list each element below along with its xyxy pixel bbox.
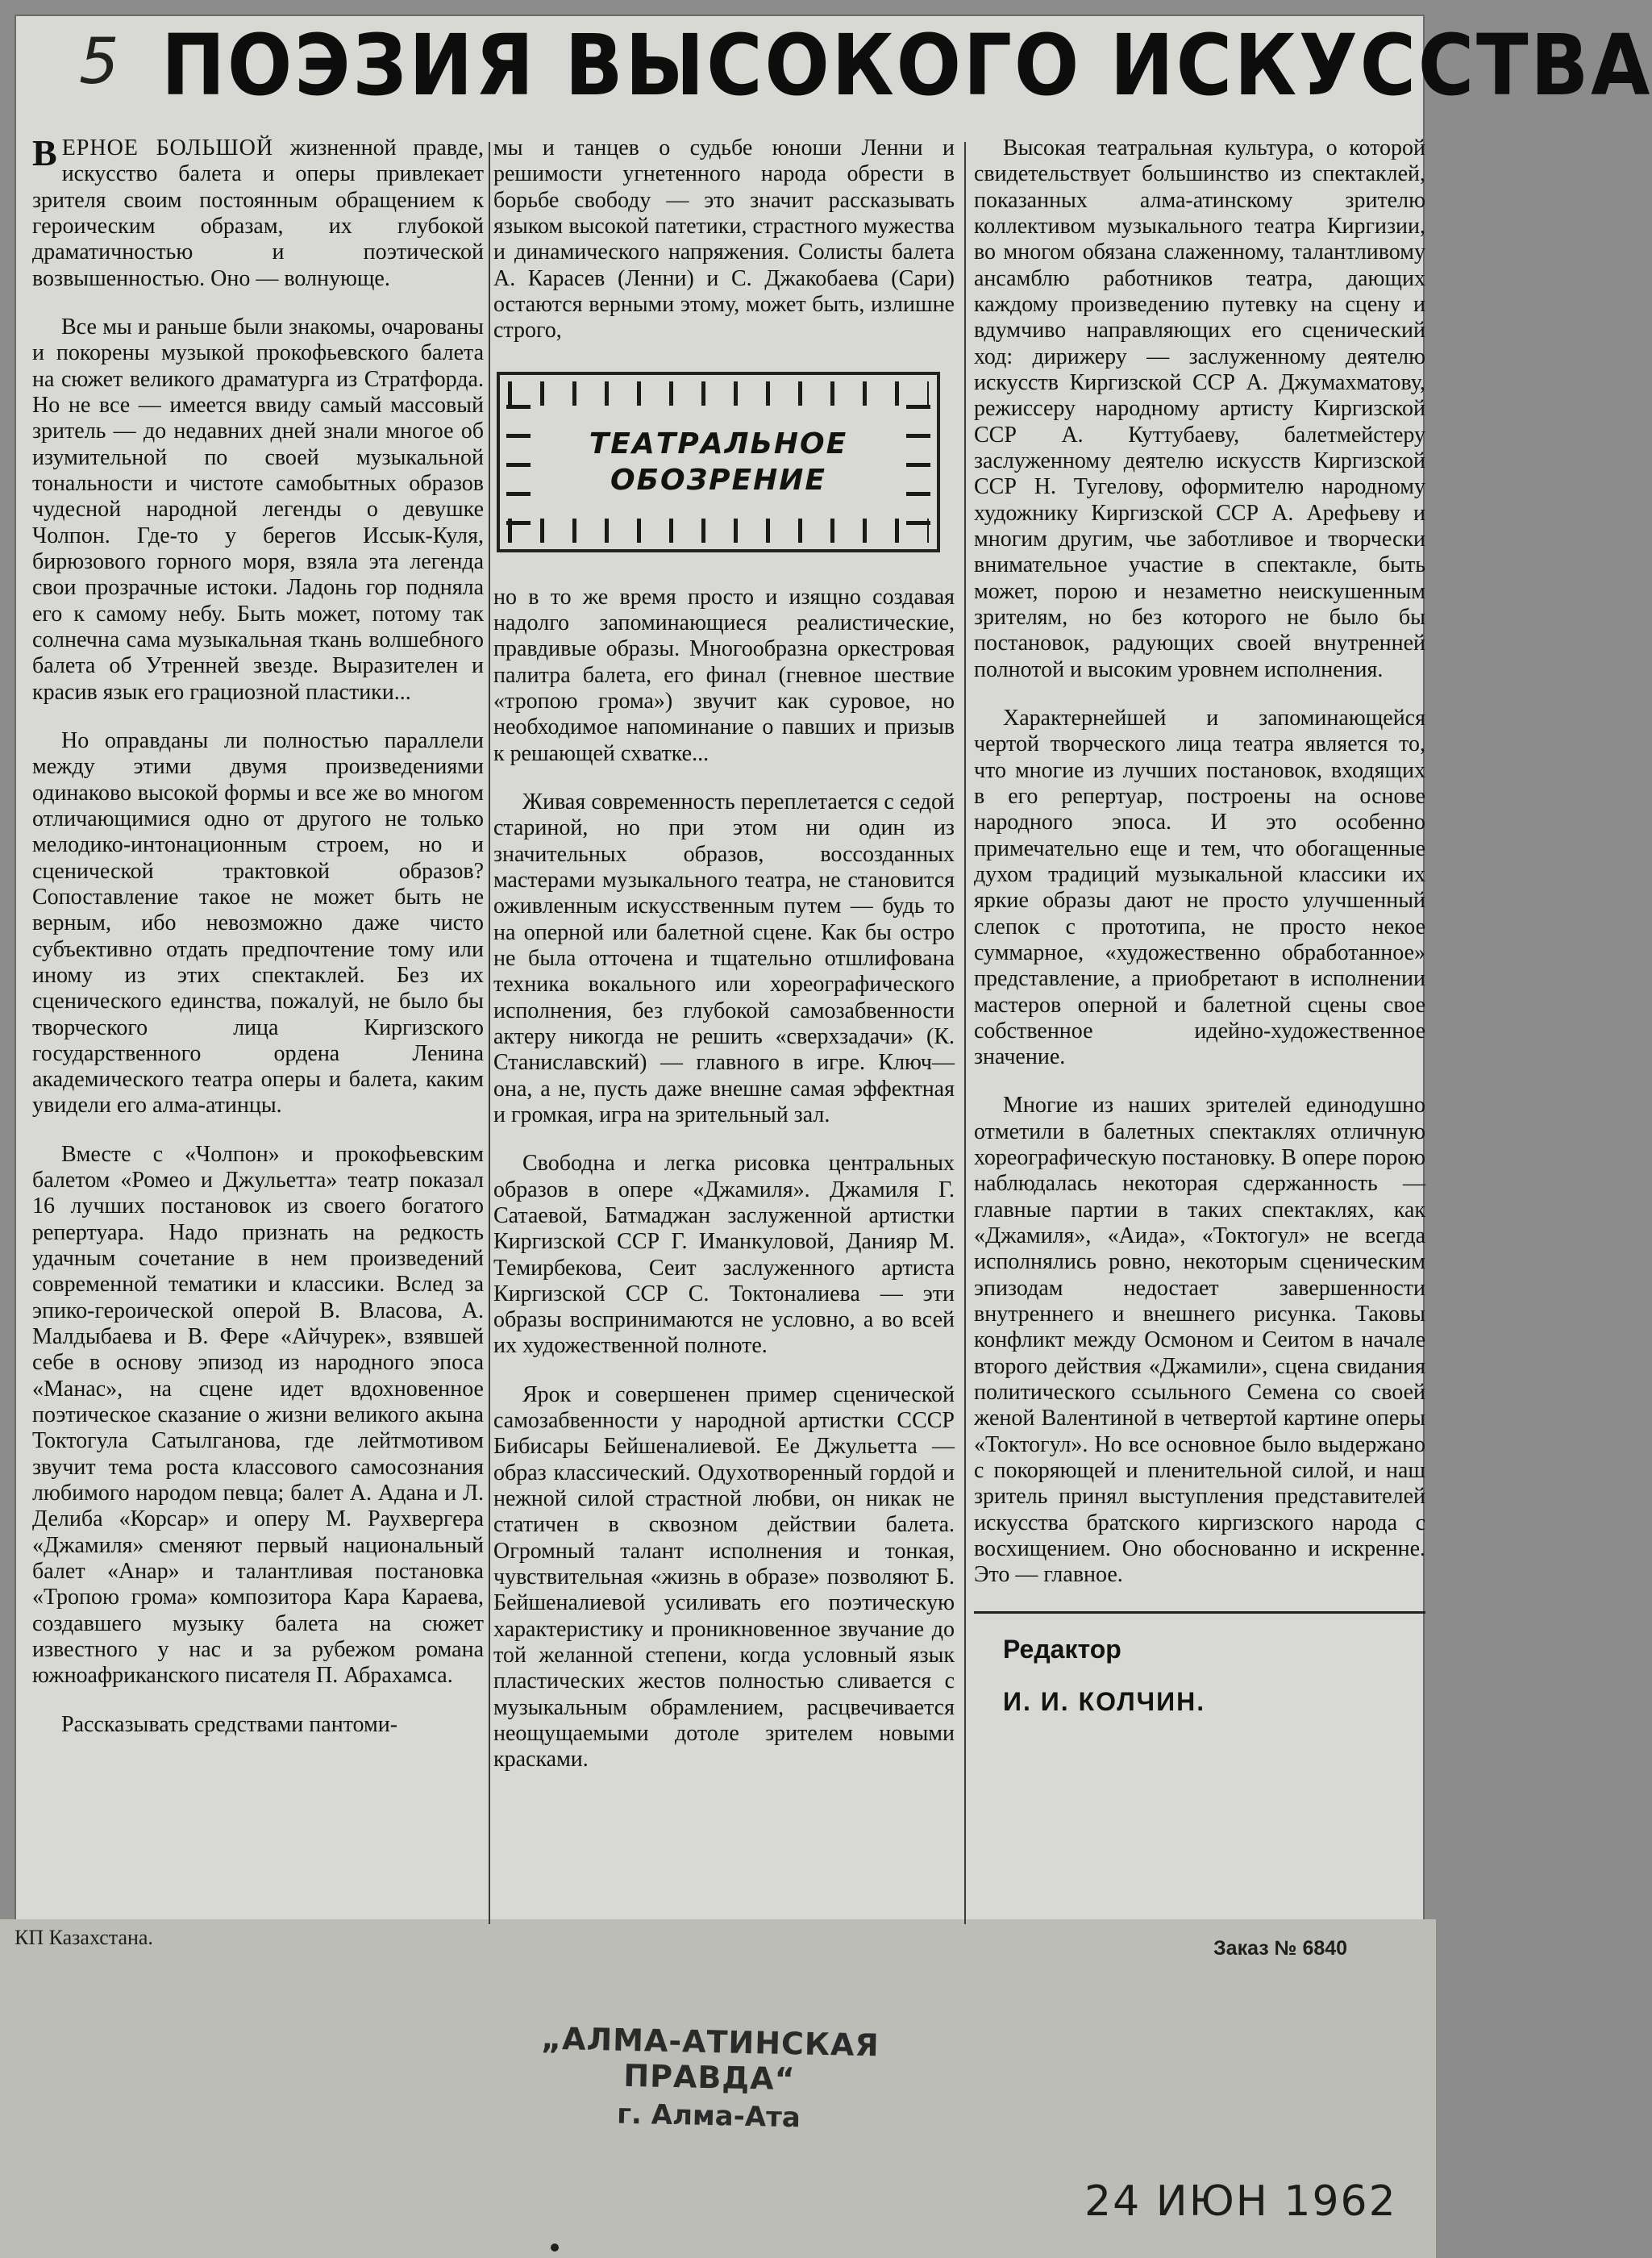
paragraph: Свободна и легка рисовка центральных образов в опере «Джамиля». Джамиля Г. Сатаевой, Батмаджан заслуженной артистки Киргизской ССР Г. Иманкуловой, Данияр М. Темирбекова, Сеит заслуженного артиста Киргизской ССР С. Токтоналиева — эти образы воспринимаются не условно, а во всей их художественной полноте. <box>493 1151 955 1359</box>
divider <box>974 1611 1425 1614</box>
editor-label: Редактор <box>1003 1634 1121 1664</box>
ink-dot <box>551 2243 559 2252</box>
date-stamp: 24 ИЮН 1962 <box>1084 2177 1397 2226</box>
ornament <box>906 399 930 525</box>
stamp-paper-name: „АЛМА-АТИНСКАЯ ПРАВДА“ <box>540 2020 880 2098</box>
order-number: Заказ № 6840 <box>1213 1937 1348 1960</box>
paragraph: Вместе с «Чолпон» и прокофьевским балетом «Ромео и Джульетта» театр показал 16 лучших постановок из своего богатого репертуара. Надо признать на редкость удачным сочетание в нем произведений современной тематики и классики. Вслед за эпико-героической оперой В. Власова, А. Малдыбаева и В. Фере «Айчурек», взявшей себе в основу эпизод из народного эпоса «Манас», на сцене идет вдохновенное поэтическое сказание о жизни великого акына Токтогула Сатылганова, где лейтмотивом звучит тема роста классового самосознания любимого народом певца; балет А. Адана и Л. Делиба «Корсар» и оперу М. Раухвергера «Джамиля» сменяют первый национальный балет «Анар» и талантливая постановка «Тропою грома» композитора Кара Караева, создавшего музыку балета на сюжет известного у нас и за рубежом романа южноафриканского писателя П. Абрахамса. <box>32 1141 484 1689</box>
column-2 <box>493 135 955 1796</box>
paragraph: мы и танцев о судьбе юноши Ленни и решимости угнетенного народа обрести в борьбе свободу — это значит рассказывать языком высокой патетики, страстного мужества и динамического напряжения. Солисты балета А. Карасев (Ленни) и С. Джакобаева (Сари) остаются верными этому, может быть, излишне строго, <box>493 135 955 344</box>
drop-cap: В <box>32 132 57 173</box>
rubric-line: ТЕАТРАЛЬНОЕ <box>589 427 848 460</box>
paragraph: Характернейшей и запоминающейся чертой творческого лица театра является то, что многие из лучших постановок, входящих в его репертуар, построены на основе народного эпоса. И это особенно примечательно еще и тем, что обогащенные духом традиций музыкальной классики их яркие образы дают не просто улучшенный слепок с прототипа, не просто некое суммарное, «художественно обработанное» представление, а приобретают в исполнении мастеров оперной и балетной сцены свое собственное идейно-художественное значение. <box>974 705 1425 1070</box>
ornament <box>506 399 531 525</box>
paragraph: Высокая театральная культура, о которой свидетельствует большинство из спектаклей, показанных алма-атинскому зрителю коллективом музыкального театра Киргизии, во многом обязана слаженному, талантливому ансамблю работников театра, дающих каждому произведению путевку на сцену и вдумчиво направляющих его сценический ход: дирижеру — заслуженному деятелю искусств Киргизской ССР А. Джумахматову, режиссеру народному артисту Киргизской ССР А. Куттубаеву, балетмейстеру заслуженному деятелю искусств Киргизской ССР Н. Тугелову, оформителю народному художнику Киргизской ССР А. Арефьеву и многим другим, чье заботливое и творчески внимательное участие в спектакле, быть может, порою и незаметно неискушенным зрителям, но без которого не было бы постановок, радующих своей внутренней полнотой и высоким уровнем исполнения. <box>974 135 1425 682</box>
rubric-frame <box>497 372 940 552</box>
paragraph: Но оправданы ли полностью параллели между этими двумя произведениями одинаково высокой формы и все же во многом отличающимися одно от другого не только мелодико-интонационным строем, но и сценической трактовкой образов? Сопоставление такое не может быть не верным, ибо невозможно даже чисто субъективно отдать предпочтение тому или иному из этих спектаклей. Без их сценического единства, пожалуй, не было бы творческого лица Киргизского государственного ордена Ленина академического театра оперы и балета, каким увидели его алма-атинцы. <box>32 727 484 1119</box>
lead-paragraph <box>32 132 484 292</box>
article-body <box>0 132 1436 1950</box>
rubric-box <box>493 367 955 560</box>
stamp-city: г. Алма-Ата <box>616 2098 801 2135</box>
column-3 <box>974 135 1425 1739</box>
paragraph: Все мы и раньше были знакомы, очарованы и покорены музыкой прокофьевского балета на сюжет великого драматурга из Стратфорда. Но не все — имеется ввиду самый массовый зритель — до недавних дней знали многое об изумительной по своей музыкальной тональности и чистоте самобытных образов чудесной народной легенды о девушке Чолпон. Где-то у берегов Иссык-Куля, бирюзового горного моря, взяла эта легенда свои прозрачные истоки. Ладонь гор подняла его к самому небу. Быть может, потому так солнечна сама музыкальная ткань волшебного балета об Утренней звезде. Выразителен и красив язык его грациозной пластики... <box>32 314 484 705</box>
editor-name: И. И. КОЛЧИН. <box>1003 1686 1206 1716</box>
column-1 <box>32 132 484 1760</box>
rubric-title <box>589 426 847 498</box>
headline: ПОЭЗИЯ ВЫСОКОГО ИСКУССТВА <box>161 16 1652 115</box>
paragraph-text: жизненной правде, искусство балета и оперы привлекает зрителя своим постоянным обращением к героическим образам, их глубокой драматичностью и поэтической возвышенностью. Оно — волнующе. <box>32 135 484 291</box>
ornament <box>508 381 929 406</box>
rubric-line: ОБОЗРЕНИЕ <box>610 463 827 497</box>
handwritten-number: 5 <box>79 26 119 98</box>
paragraph: Многие из наших зрителей единодушно отметили в балетных спектаклях отличную хореографическую постановку. В опере порою наблюдалась некоторая сдержанность — главные партии в таких спектаклях, как «Джамиля», «Аида», «Токтогул» не всегда исполнялись ровно, некоторым сценическим эпизодам недостает завершенности внутреннего и внешнего рисунка. Таковы конфликт между Осмоном и Сеитом в начале второго действия «Джамили», сцена свидания политического ссыльного Семена со своей женой Валентиной в четвертой картине оперы «Токтогул». Но все основное было выдержано с покоряющей и пленительной силой, и наш зритель принял выступления представителей искусства братского киргизского народа с восхищением. Оно обоснованно и искренне. Это — главное. <box>974 1093 1425 1588</box>
lead-caps: ЕРНОЕ БОЛЬШОЙ <box>61 135 274 160</box>
newspaper-stamp <box>459 2019 961 2138</box>
footer-imprint: КП Казахстана. <box>15 1926 153 1949</box>
paragraph: Рассказывать средствами пантоми- <box>61 1711 398 1737</box>
paragraph: но в то же время просто и изящно создавая надолго запоминающиеся реалистические, правдивые образы. Многообразна оркестровая палитра балета, его финал (гневное шествие «тропою грома») звучит как суровое, но необходимое напоминание о павших и призыв к решающей схватке... <box>493 584 955 766</box>
paragraph: Ярок и совершенен пример сценической самозабвенности у народной артистки СССР Бибисары Бейшеналиевой. Ее Джульетта — образ классический. Одухотворенный гордой и нежной силой страстной любви, он никак не статичен в сквозном действии балета. Огромный талант исполнения и тонкая, чувствительная «жизнь в образе» позволяют Б. Бейшеналиевой усиливать его поэтическую характеристику и проникновенное звучание до той желанной степени, когда условный язык пластических жестов полностью сливается с музыкальным обрамлением, расцвечивается неощущаемыми дотоле зрителем новыми красками. <box>493 1381 955 1773</box>
paragraph: Живая современность переплетается с седой стариной, но при этом ни один из значительных образов, воссозданных мастерами музыкального театра, не становится оживленным искусственным путем — будь то на оперной или балетной сцене. Как бы остро не была отточена и тщательно отшлифована техника вокального или хореографического исполнения, без глубокой самозабвенности актеру никогда не решить «сверхзадачи» (К. Станиславский) — главного в игре. Ключ—она, а не, пусть даже внешне самая эффектная и громкая, игра на зрительный зал. <box>493 789 955 1127</box>
ornament <box>508 519 929 543</box>
